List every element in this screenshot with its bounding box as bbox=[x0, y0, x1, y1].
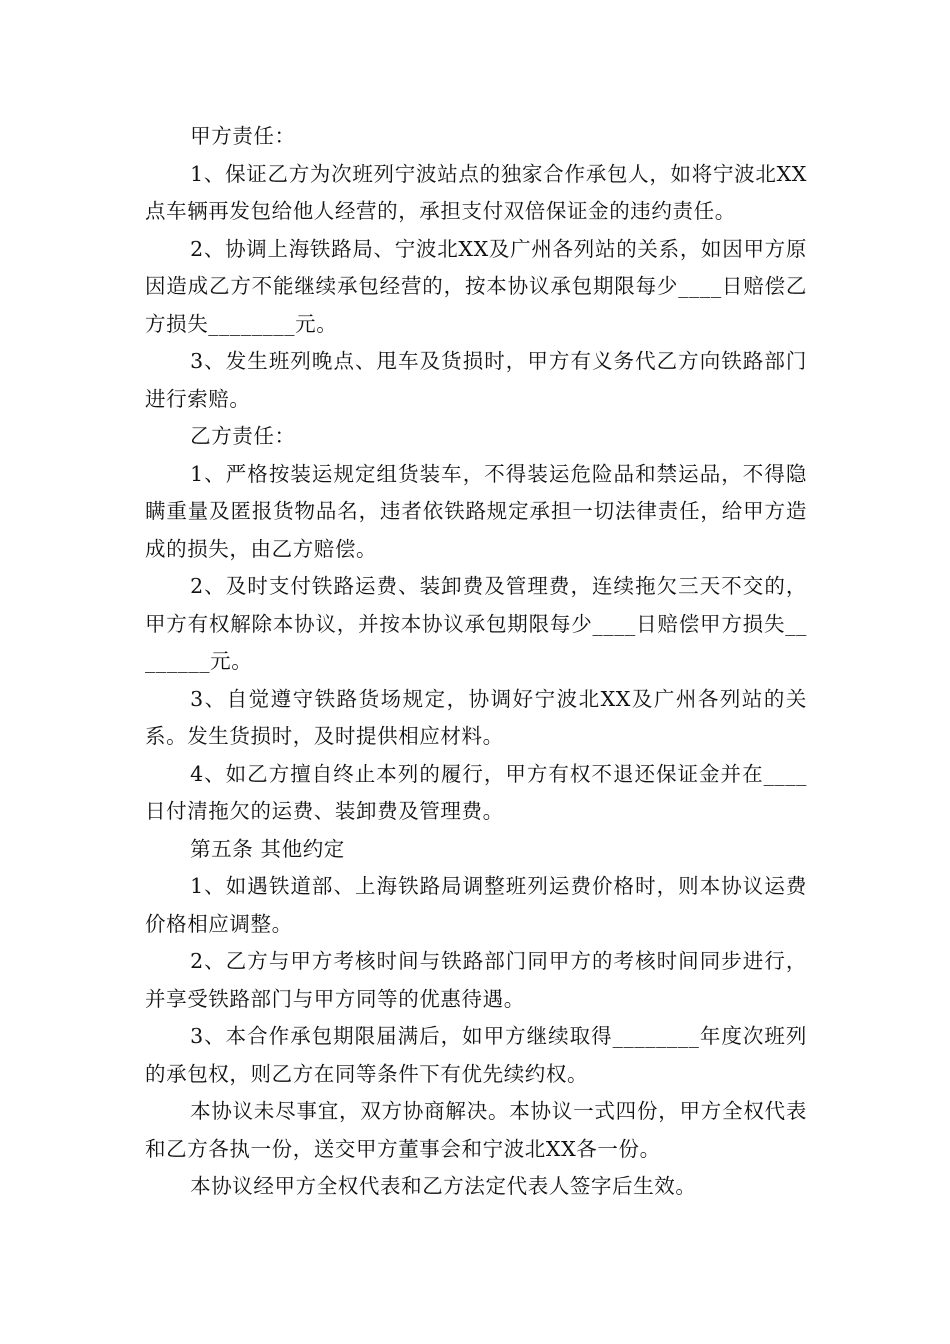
party-a-item-1: 1、保证乙方为次班列宁波站点的独家合作承包人，如将宁波北XX点车辆再发包给他人经营的，承担支付双倍保证金的违约责任。 bbox=[145, 161, 807, 223]
article-5-item-3: 3、本合作承包期限届满后，如甲方继续取得________年度次班列的承包权，则乙方在同等条件下有优先续约权。 bbox=[145, 1024, 807, 1086]
party-b-item-1: 1、严格按装运规定组货装车，不得装运危险品和禁运品，不得隐瞒重量及匿报货物品名，违者依铁路规定承担一切法律责任，给甲方造成的损失，由乙方赔偿。 bbox=[145, 461, 807, 561]
party-b-item-3: 3、自觉遵守铁路货场规定，协调好宁波北XX及广州各列站的关系。发生货损时，及时提供相应材料。 bbox=[145, 686, 807, 748]
article-5-item-1: 1、如遇铁道部、上海铁路局调整班列运费价格时，则本协议运费价格相应调整。 bbox=[145, 874, 807, 936]
party-a-item-2: 2、协调上海铁路局、宁波北XX及广州各列站的关系，如因甲方原因造成乙方不能继续承包经营的，按本协议承包期限每少____日赔偿乙方损失________元。 bbox=[145, 236, 807, 336]
party-b-responsibilities-heading: 乙方责任： bbox=[190, 424, 296, 448]
closing-paragraph-2: 本协议经甲方全权代表和乙方法定代表人签字后生效。 bbox=[190, 1174, 697, 1198]
article-5-item-2: 2、乙方与甲方考核时间与铁路部门同甲方的考核时间同步进行，并享受铁路部门与甲方同等的优惠待遇。 bbox=[145, 949, 807, 1011]
party-a-responsibilities-heading: 甲方责任： bbox=[190, 124, 296, 148]
party-a-item-3: 3、发生班列晚点、甩车及货损时，甲方有义务代乙方向铁路部门进行索赔。 bbox=[145, 349, 807, 411]
closing-paragraph-1: 本协议未尽事宜，双方协商解决。本协议一式四份，甲方全权代表和乙方各执一份，送交甲方董事会和宁波北XX各一份。 bbox=[145, 1099, 807, 1161]
party-b-item-4: 4、如乙方擅自终止本列的履行，甲方有权不退还保证金并在____日付清拖欠的运费、装卸费及管理费。 bbox=[145, 761, 807, 823]
document-page bbox=[145, 118, 807, 1206]
party-b-item-2: 2、及时支付铁路运费、装卸费及管理费，连续拖欠三天不交的，甲方有权解除本协议，并按本协议承包期限每少____日赔偿甲方损失________元。 bbox=[145, 574, 807, 673]
article-5-heading: 第五条 其他约定 bbox=[190, 836, 345, 861]
